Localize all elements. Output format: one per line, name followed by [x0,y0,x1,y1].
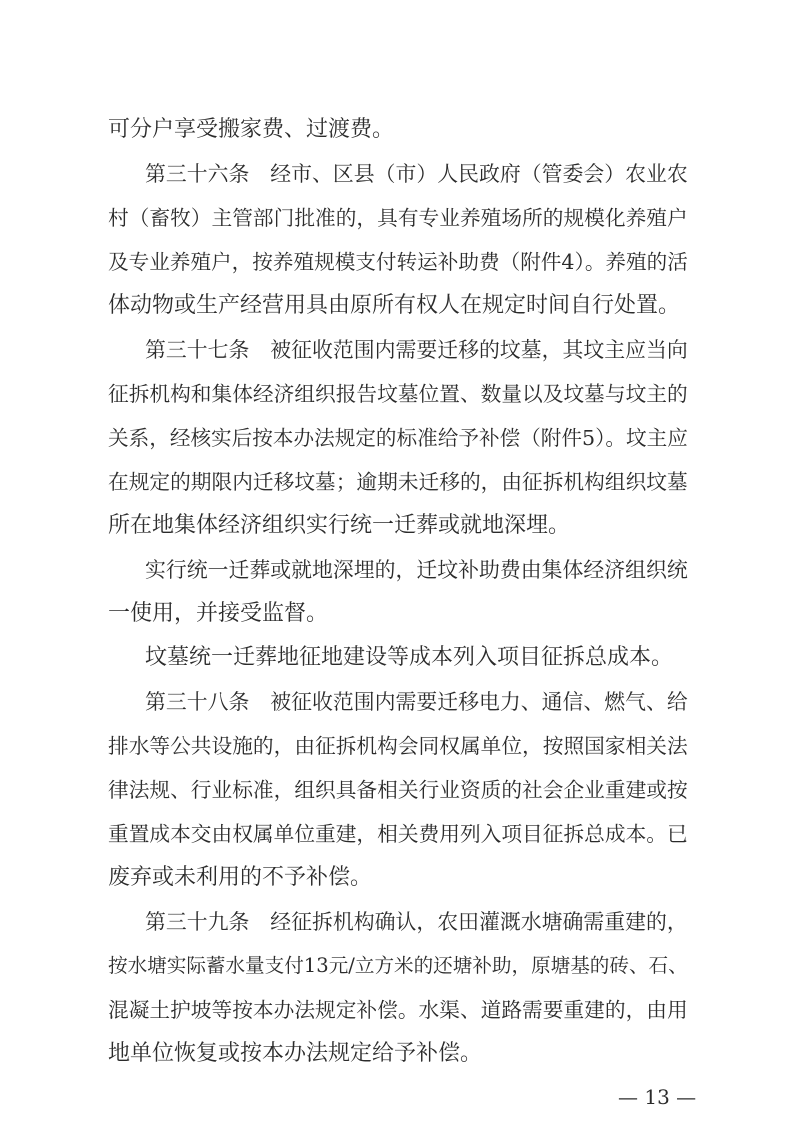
line-text: 第三十七条 被征收范围内需要迁移的坟墓，其坟主应当向 [145,338,688,362]
paragraph-first-line [0,548,793,592]
article-38-heading-line [0,680,793,724]
text-line [0,372,793,416]
line-text: 及专业养殖户，按养殖规模支付转运补助费（附件4）。养殖的活 [108,250,688,274]
text-line [0,504,793,548]
article-39-heading-line [0,900,793,944]
line-text: 排水等公共设施的，由征拆机构会同权属单位，按照国家相关法 [108,734,688,758]
line-text: 可分户享受搬家费、过渡费。 [108,117,395,142]
text-line [0,460,793,504]
text-line [0,768,793,812]
line-text: 重置成本交由权属单位重建，相关费用列入项目征拆总成本。已 [108,822,688,846]
text-line [0,1032,793,1076]
line-text: 第三十八条 被征收范围内需要迁移电力、通信、燃气、给 [145,690,688,714]
line-text: 按水塘实际蓄水量支付13元/立方米的还塘补助，原塘基的砖、石、 [108,954,688,977]
line-text: 地单位恢复或按本办法规定给予补偿。 [108,1041,483,1066]
line-text: 所在地集体经济组织实行统一迁葬或就地深埋。 [108,513,571,538]
line-text: 体动物或生产经营用具由原所有权人在规定时间自行处置。 [108,293,681,318]
line-text: 村（畜牧）主管部门批准的，具有专业养殖场所的规模化养殖户 [108,206,688,230]
line-text: 律法规、行业标准，组织具备相关行业资质的社会企业重建或按 [108,778,688,802]
line-text: 混凝土护坡等按本办法规定补偿。水渠、道路需要重建的，由用 [108,998,688,1022]
line-text: 在规定的期限内迁移坟墓；逾期未迁移的，由征拆机构组织坟墓 [108,470,688,494]
text-line [0,284,793,328]
text-line [0,988,793,1032]
line-text: 废弃或未利用的不予补偿。 [108,865,373,890]
text-line [0,592,793,636]
line-text: 坟墓统一迁葬地征地建设等成本列入项目征拆总成本。 [145,645,674,670]
line-text: 实行统一迁葬或就地深埋的，迁坟补助费由集体经济组织统 [145,558,688,582]
text-line [0,240,793,284]
text-line [0,196,793,240]
line-text: 一使用，并接受监督。 [108,601,329,626]
article-37-heading-line [0,328,793,372]
text-line [0,724,793,768]
line-text: 关系，经核实后按本办法规定的标准给予补偿（附件5）。坟主应 [108,426,688,450]
page-number: — 13 — [618,1085,697,1109]
text-line [0,416,793,460]
text-line [0,944,793,988]
article-36-heading-line [0,152,793,196]
line-text: 第三十九条 经征拆机构确认，农田灌溉水塘确需重建的， [145,910,688,934]
line-text: 征拆机构和集体经济组织报告坟墓位置、数量以及坟墓与坟主的 [108,382,688,406]
text-line [0,108,793,152]
text-line [0,812,793,856]
text-line [0,856,793,900]
line-text: 第三十六条 经市、区县（市）人民政府（管委会）农业农 [145,162,688,186]
paragraph-first-line [0,636,793,680]
